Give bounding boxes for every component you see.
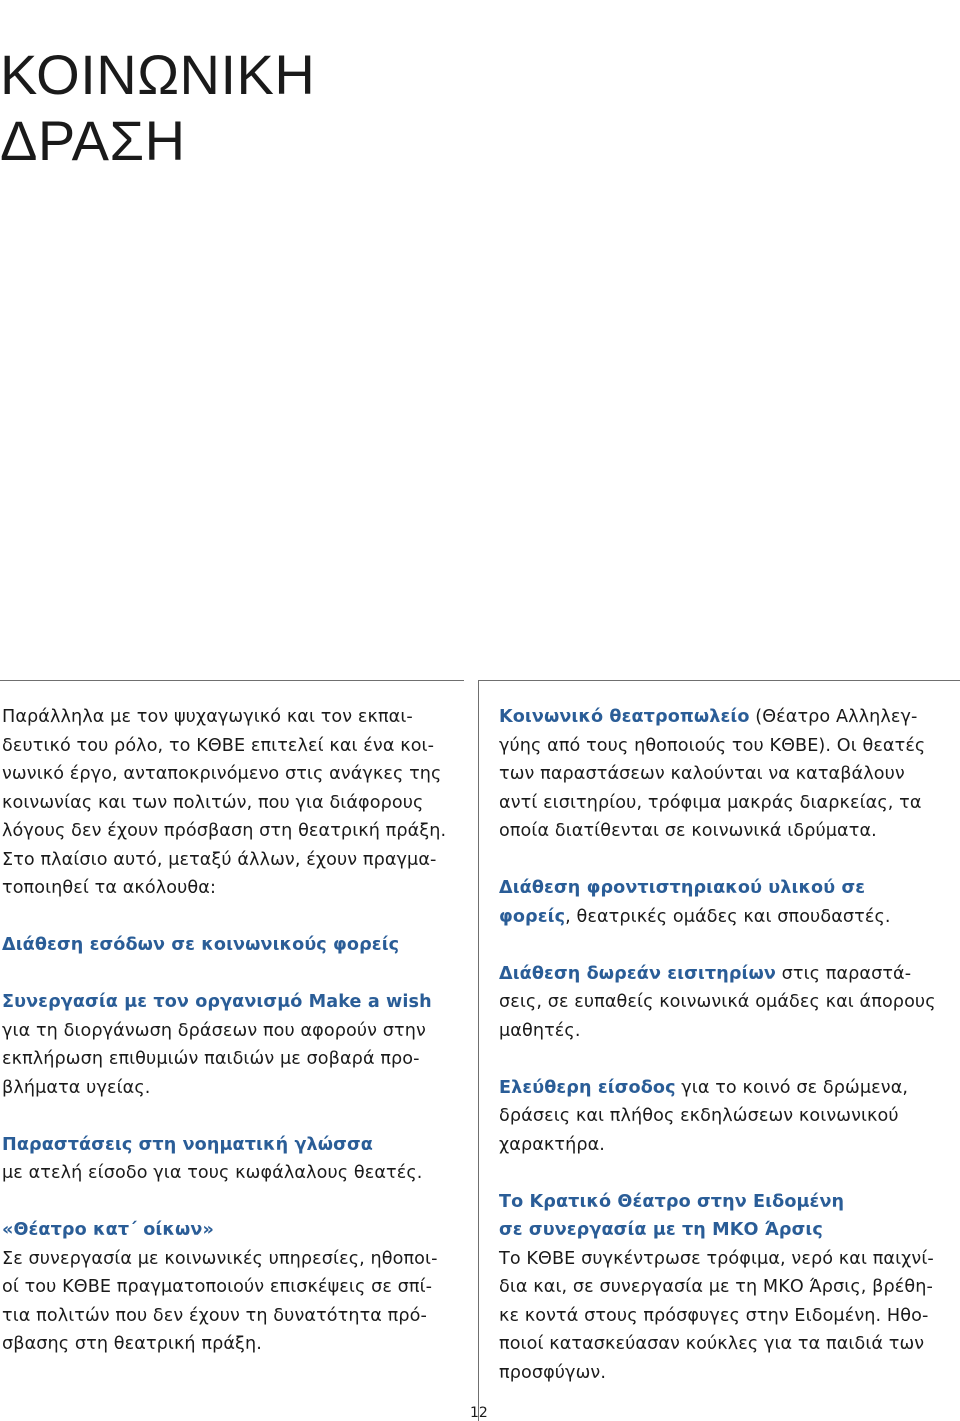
text-line: νωνικό έργο, ανταποκρινόμενο στις ανάγκες της <box>2 764 442 784</box>
text-line: των παραστάσεων καλούνται να καταβάλουν <box>499 764 905 784</box>
item-heading: Ελεύθερη είσοδος <box>499 1077 676 1098</box>
item-heading: Παραστάσεις στη νοηματική γλώσσα <box>2 1134 373 1155</box>
text-line: Παράλληλα με τον ψυχαγωγικό και τον εκπαι- <box>2 707 413 727</box>
text-line: Στο πλαίσιο αυτό, μεταξύ άλλων, έχουν πραγμα- <box>2 849 437 870</box>
item-revenue-donation <box>2 931 464 960</box>
item-heading: Το Κρατικό Θέατρο στην Ειδομένη <box>499 1191 845 1212</box>
text-line: κε κοντά στους πρόσφυγες στην Ειδομένη. Ηθο- <box>499 1305 929 1326</box>
text-line: για τη διοργάνωση δράσεων που αφορούν στην <box>2 1020 426 1041</box>
item-tutorial-material <box>499 874 955 931</box>
text-line: προσφύγων. <box>499 1362 607 1383</box>
text-inline: στις παραστά- <box>775 963 912 984</box>
text-line: δράσεις και πλήθος εκδηλώσεων κοινωνικού <box>499 1106 899 1126</box>
text-line: μαθητές. <box>499 1020 581 1041</box>
item-heading: Διάθεση φροντιστηριακού υλικού σε <box>499 878 866 898</box>
text-line: Σε συνεργασία με κοινωνικές υπηρεσίες, ηθοποι- <box>2 1248 438 1269</box>
intro-paragraph <box>2 703 464 903</box>
page-number: 12 <box>470 1405 488 1421</box>
text-line: δευτικό του ρόλο, το ΚΘΒΕ επιτελεί και ένα κοι- <box>2 735 435 756</box>
right-column <box>499 703 955 1387</box>
text-line: οί του ΚΘΒΕ πραγματοποιούν επισκέψεις σε σπί- <box>2 1277 433 1297</box>
text-line: γύης από τους ηθοποιούς του ΚΘΒΕ). Οι θεατές <box>499 735 926 756</box>
item-heading: «Θέατρο κατ΄ οίκων» <box>2 1220 214 1240</box>
text-line: δια και, σε συνεργασία με τη ΜΚΟ Άρσις, βρέθη- <box>499 1277 933 1297</box>
item-free-tickets <box>499 960 955 1046</box>
text-line: χαρακτήρα. <box>499 1134 605 1155</box>
text-line: σεις, σε ευπαθείς κοινωνικά ομάδες και άπορους <box>499 992 936 1012</box>
text-line: εκπλήρωση επιθυμιών παιδιών με σοβαρά προ- <box>2 1049 420 1069</box>
text-line: τοποιηθεί τα ακόλουθα: <box>2 878 216 898</box>
text-line: σβασης στη θεατρική πράξη. <box>2 1334 262 1354</box>
text-line: κοινωνίας και των πολιτών, που για διάφορους <box>2 792 424 813</box>
text-inline: για το κοινό σε δρώμενα, <box>675 1077 909 1098</box>
text-line: ποιοί κατασκεύασαν κούκλες για τα παιδιά των <box>499 1334 925 1354</box>
left-top-rule <box>0 680 464 681</box>
item-home-theatre <box>2 1216 464 1359</box>
title-line-1: ΚΟΙΝΩΝΙΚΗ <box>0 43 316 106</box>
item-heading: Συνεργασία με τον οργανισμό Make a wish <box>2 992 432 1012</box>
item-heading: Κοινωνικό θεατροπωλείο <box>499 707 750 727</box>
item-heading: Διάθεση δωρεάν εισιτηρίων <box>499 963 776 984</box>
item-free-entry <box>499 1074 955 1160</box>
left-column <box>2 703 464 1359</box>
item-heading-cont: σε συνεργασία με τη ΜΚΟ Άρσις <box>499 1220 823 1240</box>
text-inline: , θεατρικές ομάδες και σπουδαστές. <box>565 906 891 927</box>
right-top-rule <box>478 680 960 681</box>
item-sign-language <box>2 1131 464 1188</box>
text-line: οποία διατίθενται σε κοινωνικά ιδρύματα. <box>499 821 877 841</box>
text-line: τια πολιτών που δεν έχουν τη δυνατότητα πρό- <box>2 1305 427 1326</box>
text-line: λόγους δεν έχουν πρόσβαση στη θεατρική πράξη. <box>2 821 447 841</box>
item-make-a-wish <box>2 988 464 1102</box>
text-inline: (Θέατρο Αλληλεγ- <box>749 707 918 727</box>
page-title <box>0 42 315 174</box>
item-heading-cont: φορείς <box>499 906 566 927</box>
text-line: βλήματα υγείας. <box>2 1077 151 1098</box>
title-line-2: ΔΡΑΣΗ <box>0 109 186 172</box>
text-line: Το ΚΘΒΕ συγκέντρωσε τρόφιμα, νερό και παιχνί- <box>499 1248 934 1269</box>
text-line: με ατελή είσοδο για τους κωφάλαλους θεατές. <box>2 1163 423 1183</box>
item-heading: Διάθεση εσόδων σε κοινωνικούς φορείς <box>2 935 400 955</box>
column-divider <box>478 680 479 1421</box>
text-line: αντί εισιτηρίου, τρόφιμα μακράς διαρκείας, τα <box>499 792 922 813</box>
item-social-theatre-shop <box>499 703 955 846</box>
item-idomeni <box>499 1188 955 1388</box>
